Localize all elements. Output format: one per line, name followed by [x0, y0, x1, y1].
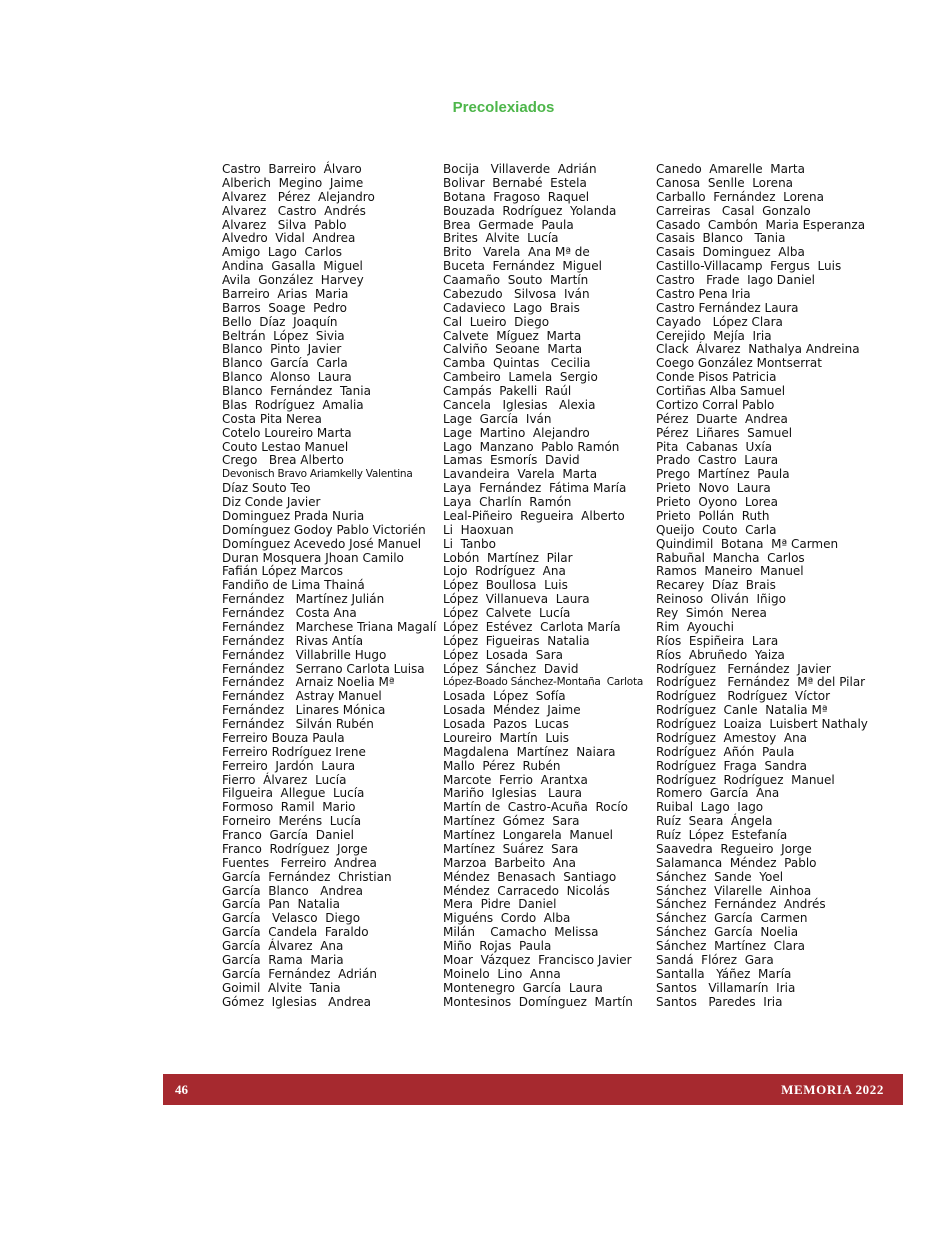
name-entry: Mera Pidre Daniel	[443, 897, 557, 912]
name-entry: Marzoa Barbeito Ana	[443, 855, 576, 870]
name-entry: Alvedro Vidal Andrea	[222, 231, 356, 246]
name-entry: Mariño Iglesias Laura	[443, 786, 582, 801]
name-entry: Lage García Iván	[443, 411, 552, 426]
name-entry: Rodríguez Rodríguez Víctor	[656, 689, 831, 704]
name-entry: Calviño Seoane Marta	[443, 342, 583, 357]
name-entry: García Rama Maria	[222, 952, 344, 967]
name-entry: García Velasco Diego	[222, 911, 361, 926]
name-entry: Clack Álvarez Nathalya Andreina	[656, 342, 860, 357]
name-entry: Moinelo Lino Anna	[443, 966, 561, 981]
name-entry: Ferreiro Bouza Paula	[222, 730, 345, 745]
name-entry: Fernández Martínez Julián	[222, 592, 385, 607]
name-entry: Martínez Gómez Sara	[443, 814, 580, 829]
name-entry: Cayado López Clara	[656, 314, 783, 329]
name-entry: Cambeiro Lamela Sergio	[443, 370, 598, 385]
name-entry: Bocija Villaverde Adrián	[443, 162, 597, 176]
name-entry: Miño Rojas Paula	[443, 939, 552, 953]
name-entry: Bolivar Bernabé Estela	[443, 175, 587, 190]
name-entry: Fernández Marchese Triana Magalí	[222, 619, 437, 634]
name-entry: Ruíz Seara Ángela	[656, 814, 773, 829]
name-entry: Pérez Duarte Andrea	[656, 411, 788, 426]
name-entry: Buceta Fernández Miguel	[443, 259, 602, 274]
name-entry: Casais Dominguez Alba	[656, 245, 805, 260]
name-entry: Li Tanbo	[443, 536, 496, 551]
name-entry: Crego Brea Alberto	[222, 453, 344, 468]
name-entry: Castro Frade Iago Daniel	[656, 273, 816, 287]
name-entry: López Estévez Carlota María	[443, 619, 621, 634]
name-entry: Marcote Ferrio Arantxa	[443, 772, 588, 787]
name-entry: Rodríguez Loaiza Luisbert Nathaly	[656, 717, 868, 731]
name-entry: Méndez Carracedo Nicolás	[443, 883, 610, 898]
name-entry: Ferreiro Jardón Laura	[222, 758, 356, 773]
name-entry: Pérez Liñares Samuel	[656, 425, 793, 440]
names-column-2	[443, 163, 649, 1009]
name-entry: Cabezudo Silvosa Iván	[443, 286, 590, 301]
name-entry: Romero García Ana	[656, 786, 780, 801]
name-entry: Alvarez Pérez Alejandro	[222, 189, 375, 204]
name-entry: Ríos Espiñeira Lara	[656, 633, 779, 648]
name-entry: Magdalena Martínez Naiara	[443, 744, 616, 759]
name-entry: Bello Díaz Joaquín	[222, 314, 338, 329]
name-entry: Canosa Senlle Lorena	[656, 175, 794, 190]
name-entry: Fernández Costa Ana	[222, 606, 357, 620]
name-entry: López-Boado Sánchez-Montaña Carlota	[443, 676, 644, 689]
name-entry: Loureiro Martín Luis	[443, 730, 570, 745]
name-entry: Calvete Míguez Marta	[443, 328, 582, 343]
name-entry: Cortiñas Alba Samuel	[656, 384, 786, 398]
page-title: Precolexiados	[452, 99, 555, 116]
name-entry: Saavedra Regueiro Jorge	[656, 841, 812, 856]
name-entry: Salamanca Méndez Pablo	[656, 855, 817, 870]
name-entry: Fernández Silván Rubén	[222, 717, 374, 731]
name-entry: Sánchez García Carmen	[656, 911, 808, 926]
name-entry: Li Haoxuan	[443, 522, 514, 537]
name-entry: López Sánchez David	[443, 661, 579, 676]
name-entry: Ríos Abruñedo Yaiza	[656, 647, 785, 662]
name-entry: Brito Varela Ana Mª de	[443, 245, 590, 260]
name-entry: Formoso Ramil Mario	[222, 800, 356, 815]
name-entry: Lobón Martínez Pilar	[443, 550, 573, 565]
name-entry: Sánchez García Noelia	[656, 925, 799, 940]
name-entry: Barreiro Arias Maria	[222, 286, 349, 301]
name-entry: López Boullosa Luis	[443, 578, 568, 593]
name-entry: Botana Fragoso Raquel	[443, 189, 590, 204]
name-entry: Carballo Fernández Lorena	[656, 189, 824, 204]
name-entry: Cotelo Loureiro Marta	[222, 425, 352, 440]
name-entry: Fernández Villabrille Hugo	[222, 647, 387, 662]
name-entry: Filgueira Allegue Lucía	[222, 786, 365, 801]
name-entry: Rodríguez Fernández Mª del Pilar	[656, 675, 866, 690]
name-entry: Castro Barreiro Álvaro	[222, 162, 362, 176]
name-entry: Rodríguez Canle Natalia Mª	[656, 703, 828, 718]
name-entry: Moar Vázquez Francisco Javier	[443, 952, 632, 967]
name-entry: Blanco Pinto Javier	[222, 342, 342, 357]
name-entry: Lamas Esmorís David	[443, 453, 580, 468]
name-entry: Gómez Iglesias Andrea	[222, 994, 371, 1009]
name-entry: Recarey Díaz Brais	[656, 578, 776, 593]
name-entry: Rodríguez Fernández Javier	[656, 661, 831, 676]
name-entry: López Figueiras Natalia	[443, 633, 590, 648]
name-entry: García Álvarez Ana	[222, 939, 344, 953]
page-footer	[163, 1074, 903, 1105]
name-entry: Queijo Couto Carla	[656, 522, 777, 537]
name-entry: Lavandeira Varela Marta	[443, 467, 598, 482]
name-entry: Camba Quintas Cecilia	[443, 356, 591, 371]
name-entry: Goimil Alvite Tania	[222, 980, 341, 995]
name-entry: Fernández Astray Manuel	[222, 689, 382, 704]
name-entry: Bouzada Rodríguez Yolanda	[443, 203, 617, 218]
name-entry: Fandiño de Lima Thainá	[222, 578, 365, 593]
name-entry: Rabuñal Mancha Carlos	[656, 550, 805, 565]
name-entry: Losada Méndez Jaime	[443, 703, 581, 718]
name-entry: Forneiro Meréns Lucía	[222, 814, 362, 829]
name-entry: Prieto Oyono Lorea	[656, 495, 779, 509]
name-entry: Cerejido Mejía Iria	[656, 328, 772, 343]
name-entry: Rey Simón Nerea	[656, 606, 767, 620]
name-entry: Campás Pakelli Raúl	[443, 384, 572, 398]
name-entry: Díaz Souto Teo	[222, 481, 311, 496]
name-entry: Milán Camacho Melissa	[443, 925, 599, 940]
name-entry: Prieto Pollán Ruth	[656, 508, 770, 523]
name-entry: García Blanco Andrea	[222, 883, 363, 898]
name-entry: Casais Blanco Tania	[656, 231, 786, 246]
name-entry: Fafián López Marcos	[222, 564, 343, 579]
name-entry: Lago Manzano Pablo Ramón	[443, 439, 620, 454]
name-entry: Domínguez Godoy Pablo Victorién	[222, 522, 426, 537]
name-entry: Brites Alvite Lucía	[443, 231, 559, 246]
name-entry: García Candela Faraldo	[222, 925, 369, 940]
name-entry: Cal Lueiro Diego	[443, 314, 550, 329]
name-entry: Blas Rodríguez Amalia	[222, 397, 364, 412]
name-entry: Montesinos Domínguez Martín	[443, 994, 633, 1009]
name-entry: Losada Pazos Lucas	[443, 717, 569, 731]
name-entry: Duran Mosquera Jhoan Camilo	[222, 550, 404, 565]
name-entry: Franco García Daniel	[222, 828, 354, 842]
page-number: 46	[175, 1082, 188, 1097]
name-entry: Casado Cambón Maria Esperanza	[656, 217, 866, 232]
name-entry: Leal-Piñeiro Regueira Alberto	[443, 508, 625, 523]
name-entry: Castro Fernández Laura	[656, 300, 799, 315]
name-entry: Domínguez Acevedo José Manuel	[222, 536, 422, 551]
name-entry: Prado Castro Laura	[656, 453, 779, 468]
name-entry: Fuentes Ferreiro Andrea	[222, 855, 377, 870]
name-entry: Sánchez Martínez Clara	[656, 939, 806, 953]
name-entry: Coego González Montserrat	[656, 356, 822, 371]
name-entry: Rodríguez Añón Paula	[656, 744, 795, 759]
name-entry: Barros Soage Pedro	[222, 300, 347, 315]
name-entry: Santos Villamarín Iria	[656, 980, 796, 995]
name-entry: Martín de Castro-Acuña Rocío	[443, 800, 628, 815]
name-entry: Andina Gasalla Miguel	[222, 259, 363, 274]
name-entry: Dominguez Prada Nuria	[222, 508, 365, 523]
name-entry: Sánchez Sande Yoel	[656, 869, 784, 884]
name-entry: Fernández Linares Mónica	[222, 703, 386, 718]
name-entry: Castro Pena Iria	[656, 286, 751, 301]
name-entry: Cadavieco Lago Brais	[443, 300, 580, 315]
name-entry: Prieto Novo Laura	[656, 481, 771, 496]
name-entry: Losada López Sofía	[443, 689, 566, 704]
name-entry: Cancela Iglesias Alexia	[443, 397, 596, 412]
name-entry: García Pan Natalia	[222, 897, 340, 912]
footer-label: MEMORIA 2022	[781, 1082, 884, 1097]
name-entry: Franco Rodríguez Jorge	[222, 841, 368, 856]
name-entry: Fernández Rivas Antía	[222, 633, 364, 648]
name-entry: Canedo Amarelle Marta	[656, 162, 805, 176]
name-entry: Quindimil Botana Mª Carmen	[656, 536, 839, 551]
name-entry: Couto Lestao Manuel	[222, 439, 349, 454]
name-entry: Prego Martínez Paula	[656, 467, 790, 482]
name-entry: Costa Pita Nerea	[222, 411, 322, 426]
name-entry: Alvarez Castro Andrés	[222, 203, 366, 218]
name-entry: Ruibal Lago Iago	[656, 800, 764, 815]
name-entry: Cortizo Corral Pablo	[656, 397, 775, 412]
name-entry: Rim Ayouchi	[656, 619, 734, 634]
name-entry: Amigo Lago Carlos	[222, 245, 343, 260]
name-entry: Laya Fernández Fátima María	[443, 481, 627, 496]
name-entry: Martínez Suárez Sara	[443, 841, 579, 856]
name-entry: Sandá Flórez Gara	[656, 952, 774, 967]
name-entry: Avila González Harvey	[222, 273, 364, 287]
name-entry: Diz Conde Javier	[222, 495, 321, 509]
name-entry: Mallo Pérez Rubén	[443, 758, 561, 773]
name-entry: Rodríguez Rodríguez Manuel	[656, 772, 835, 787]
name-entry: Santalla Yáñez María	[656, 966, 792, 981]
name-entry: Reinoso Oliván Iñigo	[656, 592, 786, 607]
name-entry: García Fernández Adrián	[222, 966, 377, 981]
name-entry: Caamaño Souto Martín	[443, 273, 589, 287]
names-column-3	[656, 163, 876, 1009]
name-entry: García Fernández Christian	[222, 869, 392, 884]
name-entry: Miguéns Cordo Alba	[443, 911, 571, 926]
name-entry: Laya Charlín Ramón	[443, 495, 572, 509]
name-entry: Fernández Arnaiz Noelia Mª	[222, 675, 395, 690]
name-entry: Alvarez Silva Pablo	[222, 217, 347, 232]
name-entry: Beltrán López Sivia	[222, 328, 345, 343]
name-entry: Sánchez Fernández Andrés	[656, 897, 826, 912]
name-entry: Martínez Longarela Manuel	[443, 828, 613, 842]
name-entry: Brea Germade Paula	[443, 217, 574, 232]
names-column-1	[222, 163, 436, 1009]
name-entry: Fernández Serrano Carlota Luisa	[222, 661, 425, 676]
name-entry: Montenegro García Laura	[443, 980, 603, 995]
name-entry: Ferreiro Rodríguez Irene	[222, 744, 366, 759]
name-entry: Devonisch Bravo Ariamkelly Valentina	[222, 468, 413, 481]
name-entry: Méndez Benasach Santiago	[443, 869, 617, 884]
name-entry: Castillo-Villacamp Fergus Luis	[656, 259, 842, 274]
name-entry: López Calvete Lucía	[443, 606, 571, 620]
name-entry: Ramos Maneiro Manuel	[656, 564, 804, 579]
name-entry: Blanco Fernández Tania	[222, 384, 371, 398]
name-entry: Lage Martino Alejandro	[443, 425, 590, 440]
name-entry: Fierro Álvarez Lucía	[222, 772, 347, 787]
name-entry: Carreiras Casal Gonzalo	[656, 203, 811, 218]
name-entry: Blanco Alonso Laura	[222, 370, 352, 385]
name-entry: Sánchez Vilarelle Ainhoa	[656, 883, 812, 898]
name-entry: Rodríguez Amestoy Ana	[656, 730, 808, 745]
name-entry: Rodríguez Fraga Sandra	[656, 758, 807, 773]
name-entry: Conde Pisos Patricia	[656, 370, 777, 385]
name-entry: Ruíz López Estefanía	[656, 828, 788, 842]
name-entry: Santos Paredes Iria	[656, 994, 783, 1009]
name-entry: Lojo Rodríguez Ana	[443, 564, 566, 579]
name-entry: Pita Cabanas Uxía	[656, 439, 773, 454]
name-entry: López Losada Sara	[443, 647, 564, 662]
name-entry: Blanco García Carla	[222, 356, 348, 371]
name-entry: López Villanueva Laura	[443, 592, 590, 607]
name-entry: Alberich Megino Jaime	[222, 175, 364, 190]
